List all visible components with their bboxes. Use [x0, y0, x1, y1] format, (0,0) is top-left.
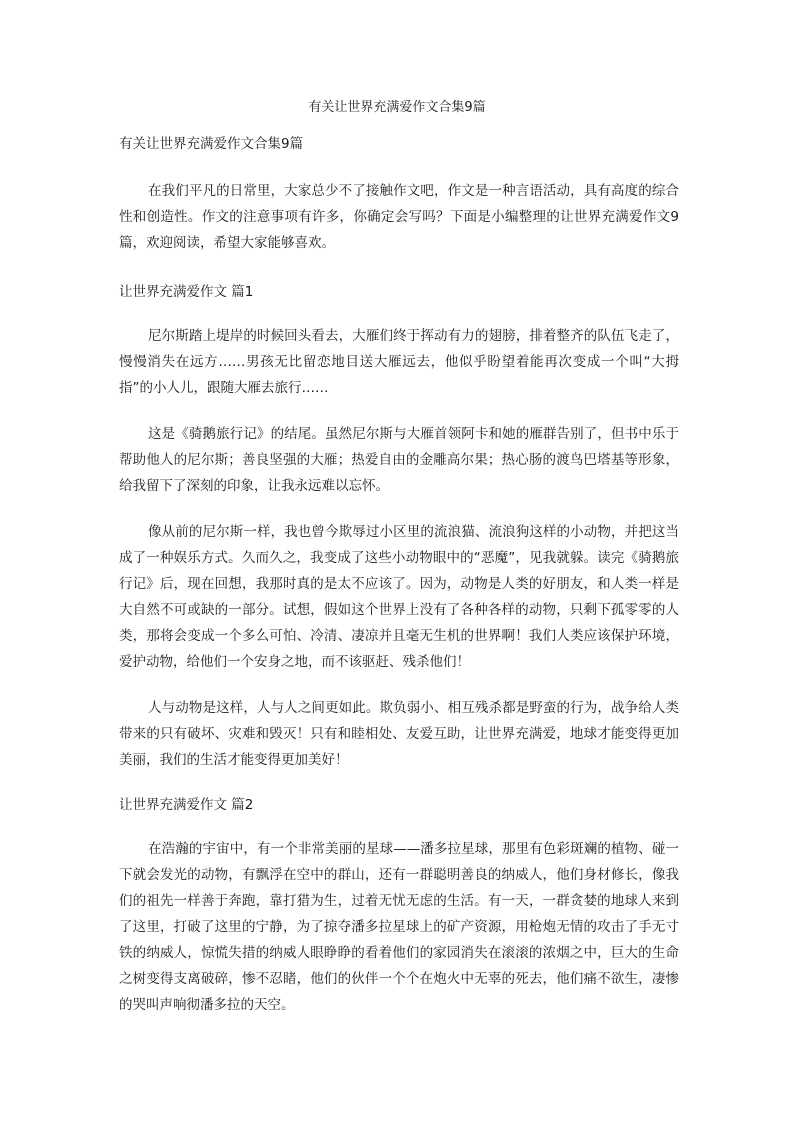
section-heading: 让世界充满爱作文 篇2 [119, 797, 254, 813]
section-paragraph: 这是《骑鹅旅行记》的结尾。虽然尼尔斯与大雁首领阿卡和她的雁群告别了，但书中乐于帮助他人的尼尔斯；善良坚强的大雁；热爱自由的金雕高尔果；热心肠的渡鸟巴塔基等形象，给我留下了深刻的印象，让我永远难以忘怀。 [119, 426, 679, 494]
section-paragraph: 像从前的尼尔斯一样，我也曾今欺辱过小区里的流浪猫、流浪狗这样的小动物，并把这当成了一种娱乐方式。久而久之，我变成了这些小动物眼中的“恶魔”，见我就躲。读完《骑鹅旅行记》后，现在回想，我那时真的是太不应该了。因为，动物是人类的好朋友，和人类一样是大自然不可或缺的一部分。试想，假如这个世界上没有了各种各样的动物，只剩下孤零零的人类，那将会变成一个多么可怕、冷清、凄凉并且毫无生机的世界啊！我们人类应该保护环境，爱护动物，给他们一个安身之地，而不该驱赶、残杀他们！ [119, 524, 679, 670]
section-paragraph: 尼尔斯踏上堤岸的时候回头看去，大雁们终于挥动有力的翅膀，排着整齐的队伍飞走了，慢慢消失在远方……男孩无比留恋地目送大雁远去，他似乎盼望着能再次变成一个叫“大拇指”的小人儿，跟随大雁去旅行…… [119, 328, 679, 396]
document-subtitle: 有关让世界充满爱作文合集9篇 [119, 136, 304, 152]
section-paragraph: 在浩瀚的宇宙中，有一个非常美丽的星球——潘多拉星球，那里有色彩斑斓的植物、碰一下就会发光的动物，有飘浮在空中的群山，还有一群聪明善良的纳威人，他们身材修长，像我们的祖先一样善于奔跑，靠打猎为生，过着无忧无虑的生活。有一天，一群贪婪的地球人来到了这里，打破了这里的宁静，为了掠夺潘多拉星球上的矿产资源，用枪炮无情的攻击了手无寸铁的纳威人，惊慌失措的纳威人眼睁睁的看着他们的家园消失在滚滚的浓烟之中，巨大的生命之树变得支离破碎，惨不忍睹，他们的伙伴一个个在炮火中无辜的死去，他们痛不欲生，凄惨的哭叫声响彻潘多拉的天空。 [119, 841, 679, 1013]
document-body [119, 134, 679, 1038]
intro-paragraph: 在我们平凡的日常里，大家总少不了接触作文吧，作文是一种言语活动，具有高度的综合性和创造性。作文的注意事项有许多，你确定会写吗？下面是小编整理的让世界充满爱作文9篇，欢迎阅读，希望大家能够喜欢。 [119, 183, 679, 251]
section-heading: 让世界充满爱作文 篇1 [119, 284, 254, 300]
section-paragraph: 人与动物是这样，人与人之间更如此。欺负弱小、相互残杀都是野蛮的行为，战争给人类带来的只有破坏、灾难和毁灭！只有和睦相处、友爱互助，让世界充满爱，地球才能变得更加美丽，我们的生活才能变得更加美好！ [119, 700, 679, 768]
document-title: 有关让世界充满爱作文合集9篇 [308, 100, 486, 115]
section-1 [119, 282, 679, 773]
section-2 [119, 795, 679, 1018]
